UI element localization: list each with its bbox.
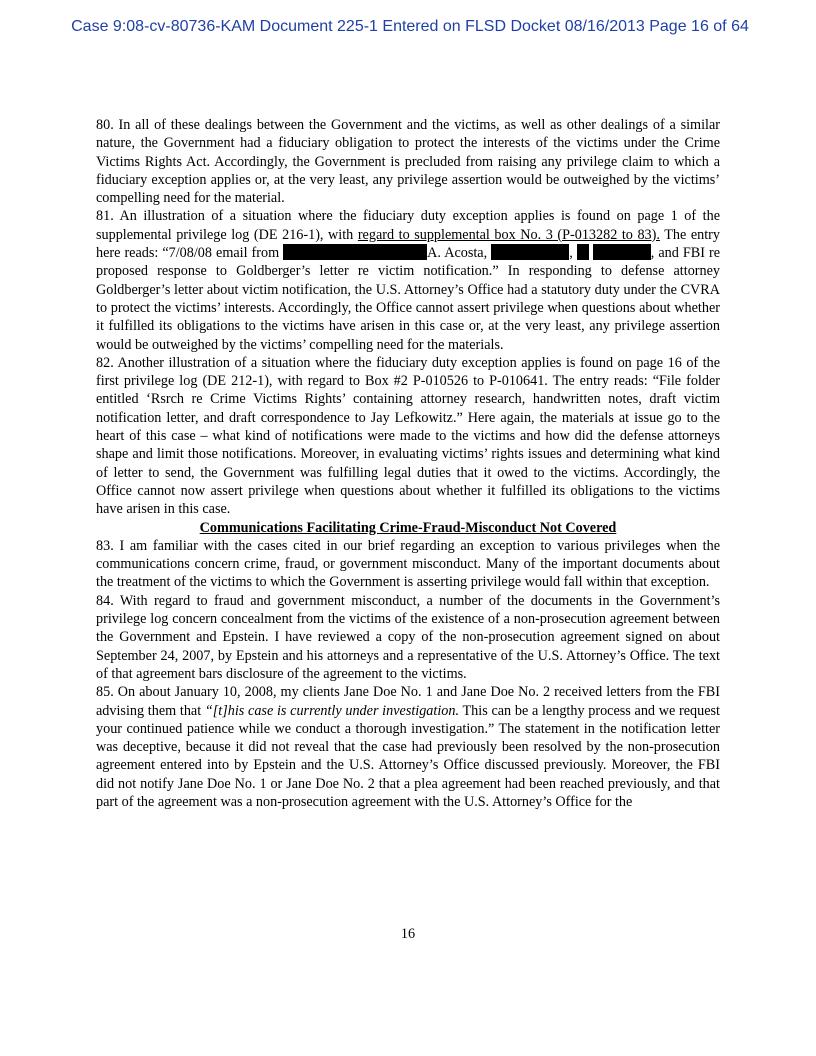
redaction-block (491, 244, 569, 260)
paragraph-84: 84. With regard to fraud and government misconduct, a number of the documents in the Government’s privilege log concern concealment from the victims of the existence of a non-prosecution agreement between the Government and Epstein. I have reviewed a copy of the non-prosecution agreement signed on about September 24, 2007, by Epstein and his attorneys and a representative of the U.S. Attorney’s Office. The text of that agreement bars disclosure of the agreement to the victims. (96, 592, 720, 682)
paragraph-82: 82. Another illustration of a situation where the fiduciary duty exception applies is found on page 16 of the first privilege log (DE 212-1), with regard to Box #2 P-010526 to P-010641. The entry reads: “File folder entitled ‘Rsrch re Crime Victims Rights’ containing attorney research, handwritten notes, draft victim notification letter, and draft correspondence to Jay Lefkowitz.” Here again, the materials at issue go to the heart of this case – what kind of notifications were made to the victims and how did the defense attorneys shape and limit those notifications. Moreover, in evaluating victims’ rights issues and determining what kind of letter to send, the Government was fulfilling legal duties that it owed to the victims. Accordingly, the Office cannot now assert privilege when questions about whether it fulfilled its obligations to the victims have arisen in this case. (96, 354, 720, 518)
redaction-block (283, 244, 427, 260)
paragraph-81 (96, 207, 720, 353)
paragraph-81-part-e: , (569, 245, 577, 262)
paragraph-85-part-a: 85. On about January 10, 2008, my clients Jane Doe No. 1 and Jane Doe No. 2 received letters from the FBI advising them that (96, 684, 720, 719)
paragraph-81-part-f: , and FBI re proposed response to Goldberger’s letter re victim notification.” In responding to defense attorney Goldberger’s letter about victim notification, the U.S. Attorney’s Office had a statutory duty under the CVRA to protect the victims’ interests. Accordingly, the Office cannot assert privilege when questions about whether it fulfilled its obligations to the victims have arisen in this case or, at the very least, any privilege assertion would be outweighed by the victims’ compelling need for the materials. (96, 245, 721, 353)
paragraph-85-quote: “[t]his case is currently under investigation. (204, 702, 460, 719)
paragraph-81-part-c: The entry here reads: “7/08/08 email from (96, 226, 721, 262)
paragraph-81-part-a: 81. An illustration of a situation where the fiduciary duty exception applies is found on page 1 of the supplemental privilege log (DE 216-1), with (96, 208, 720, 243)
document-body (96, 116, 720, 811)
paragraph-81-part-d: A. Acosta, (427, 245, 492, 262)
paragraph-85-part-b: This can be a lengthy process and we request your continued patience while we conduct a thorough investigation.” The statement in the notification letter was deceptive, because it did not reveal that the case had previously been resolved by the non-prosecution agreement entered into by Epstein and the U.S. Attorney’s Office discussed previously. Moreover, the FBI did not notify Jane Doe No. 1 or Jane Doe No. 2 that a plea agreement had been reached previously, and that part of the agreement was a non-prosecution agreement with the U.S. Attorney’s Office for the (96, 702, 720, 810)
section-heading: Communications Facilitating Crime-Fraud-Misconduct Not Covered (199, 519, 617, 536)
paragraph-85 (96, 683, 720, 811)
paragraph-81-underlined-ref: regard to supplemental box No. 3 (P-013282 to 83). (357, 226, 660, 243)
redaction-block (577, 244, 589, 260)
redaction-block (593, 244, 651, 260)
docket-header: Case 9:08-cv-80736-KAM Document 225-1 Entered on FLSD Docket 08/16/2013 Page 16 of 64 (71, 18, 749, 35)
page-number: 16 (400, 926, 416, 942)
paragraph-83: 83. I am familiar with the cases cited in our brief regarding an exception to various privileges when the communications concern crime, fraud, or government misconduct. Many of the important documents about the treatment of the victims to which the Government is asserting privilege would fall within that exception. (96, 537, 720, 591)
paragraph-80: 80. In all of these dealings between the Government and the victims, as well as other dealings of a similar nature, the Government had a fiduciary obligation to protect the interests of the victims under the Crime Victims Rights Act. Accordingly, the Government is precluded from raising any privilege claim to which a fiduciary exception applies or, at the very least, any privilege assertion would be outweighed by the victims’ compelling need for the material. (96, 117, 720, 207)
